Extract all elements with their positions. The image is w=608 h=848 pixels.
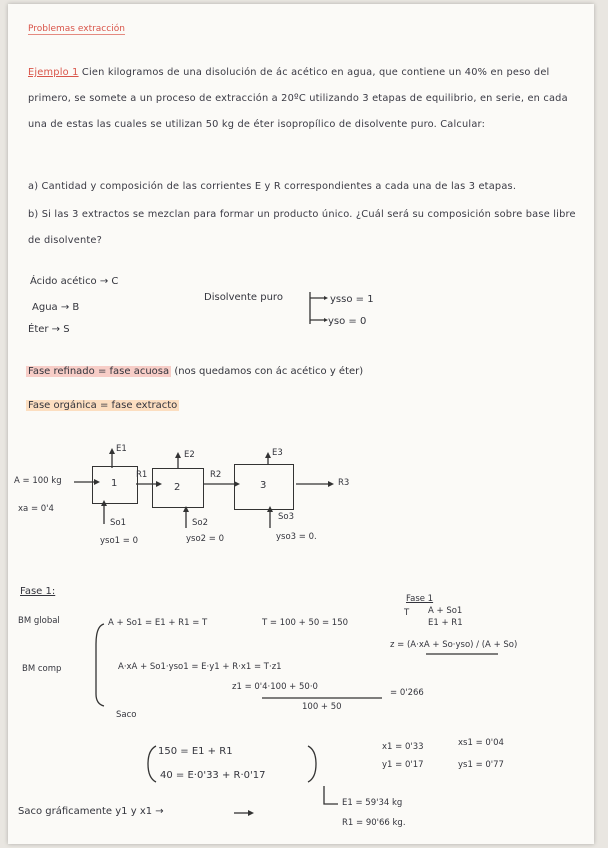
x1-value: x1 = 0'33: [382, 742, 424, 752]
solvent-label: Disolvente puro: [204, 292, 283, 303]
phase-organica-label: Fase orgánica = fase extracto: [28, 400, 178, 411]
stage-2-label: 2: [174, 482, 181, 493]
eq-z1-den: 100 + 50: [302, 702, 342, 712]
extraction-diagram: [8, 4, 594, 844]
yso2-label: yso2 = 0: [186, 534, 225, 544]
eq-z: z = (A·xA + So·yso) / (A + So): [390, 640, 518, 650]
phase-refinado-note: (nos quedamos con ác acético y éter): [174, 366, 364, 377]
so2-label: So2: [192, 518, 209, 528]
side-a: A + So1: [428, 606, 463, 616]
e1-result: E1 = 59'34 kg: [342, 798, 403, 808]
component-ether: Éter → S: [28, 324, 70, 335]
system-eq-1: 150 = E1 + R1: [158, 746, 233, 757]
e3-label: E3: [272, 448, 283, 458]
stage-title: Fase 1:: [20, 586, 56, 597]
xs1-value: xs1 = 0'04: [458, 738, 504, 748]
r1-result: R1 = 90'66 kg.: [342, 818, 406, 828]
yso3-label: yso3 = 0.: [276, 532, 317, 542]
e2-label: E2: [184, 450, 195, 460]
so3-label: So3: [278, 512, 295, 522]
r2-label: R2: [210, 470, 222, 480]
problem-text: Cien kilogramos de una disolución de ác acético en agua, que contiene un 40% en peso del primero, se somete a un proceso de extracción a 20ºC utilizando 3 etapas de equilibrio, en serie, en cada una de estas las cuales se utilizan 50 kg de éter isopropílico de disolvente puro. Calcular:: [28, 67, 568, 130]
eq-t: T = 100 + 50 = 150: [262, 618, 349, 628]
graphical-note: Saco gráficamente y1 y x1 →: [18, 806, 164, 817]
notebook-page: [8, 4, 594, 844]
side-t: T: [404, 608, 410, 618]
eq-z1-num: z1 = 0'4·100 + 50·0: [232, 682, 318, 692]
side-b: E1 + R1: [428, 618, 463, 628]
bm-comp-label: BM comp: [22, 664, 62, 674]
page-title: Problemas extracción: [28, 24, 125, 34]
part-a: a) Cantidad y composición de las corrientes E y R correspondientes a cada una de las 3 etapas.: [28, 181, 517, 192]
stage-3-label: 3: [260, 480, 267, 491]
eq-comp: A·xA + So1·yso1 = E·y1 + R·x1 = T·z1: [118, 662, 282, 672]
phase-refinado-label: Fase refinado = fase acuosa: [28, 366, 170, 377]
stage-1-label: 1: [111, 478, 118, 489]
eq-global: A + So1 = E1 + R1 = T: [108, 618, 208, 628]
component-water: Agua → B: [32, 302, 80, 313]
solvent-y-so: yso = 0: [328, 316, 367, 327]
feed-x-label: xa = 0'4: [18, 504, 54, 514]
feed-a-label: A = 100 kg: [14, 476, 62, 486]
component-acetic: Ácido acético → C: [30, 276, 119, 287]
ys1-value: ys1 = 0'77: [458, 760, 504, 770]
bm-global-label: BM global: [18, 616, 60, 626]
eq-z1-result: = 0'266: [390, 688, 424, 698]
part-b: b) Si las 3 extractos se mezclan para formar un producto único. ¿Cuál será su composición sobre base libre de disolvente?: [28, 209, 576, 246]
r1-label: R1: [136, 470, 148, 480]
r3-label: R3: [338, 478, 350, 488]
side-title: Fase 1: [406, 594, 434, 604]
so1-label: So1: [110, 518, 127, 528]
problem-label: Ejemplo 1: [28, 67, 79, 78]
solvent-y-sso: ysso = 1: [330, 294, 374, 305]
system-eq-2: 40 = E·0'33 + R·0'17: [160, 770, 266, 781]
e1-label: E1: [116, 444, 127, 454]
y1-value: y1 = 0'17: [382, 760, 424, 770]
saco-label: Saco: [116, 710, 137, 720]
yso1-label: yso1 = 0: [100, 536, 139, 546]
